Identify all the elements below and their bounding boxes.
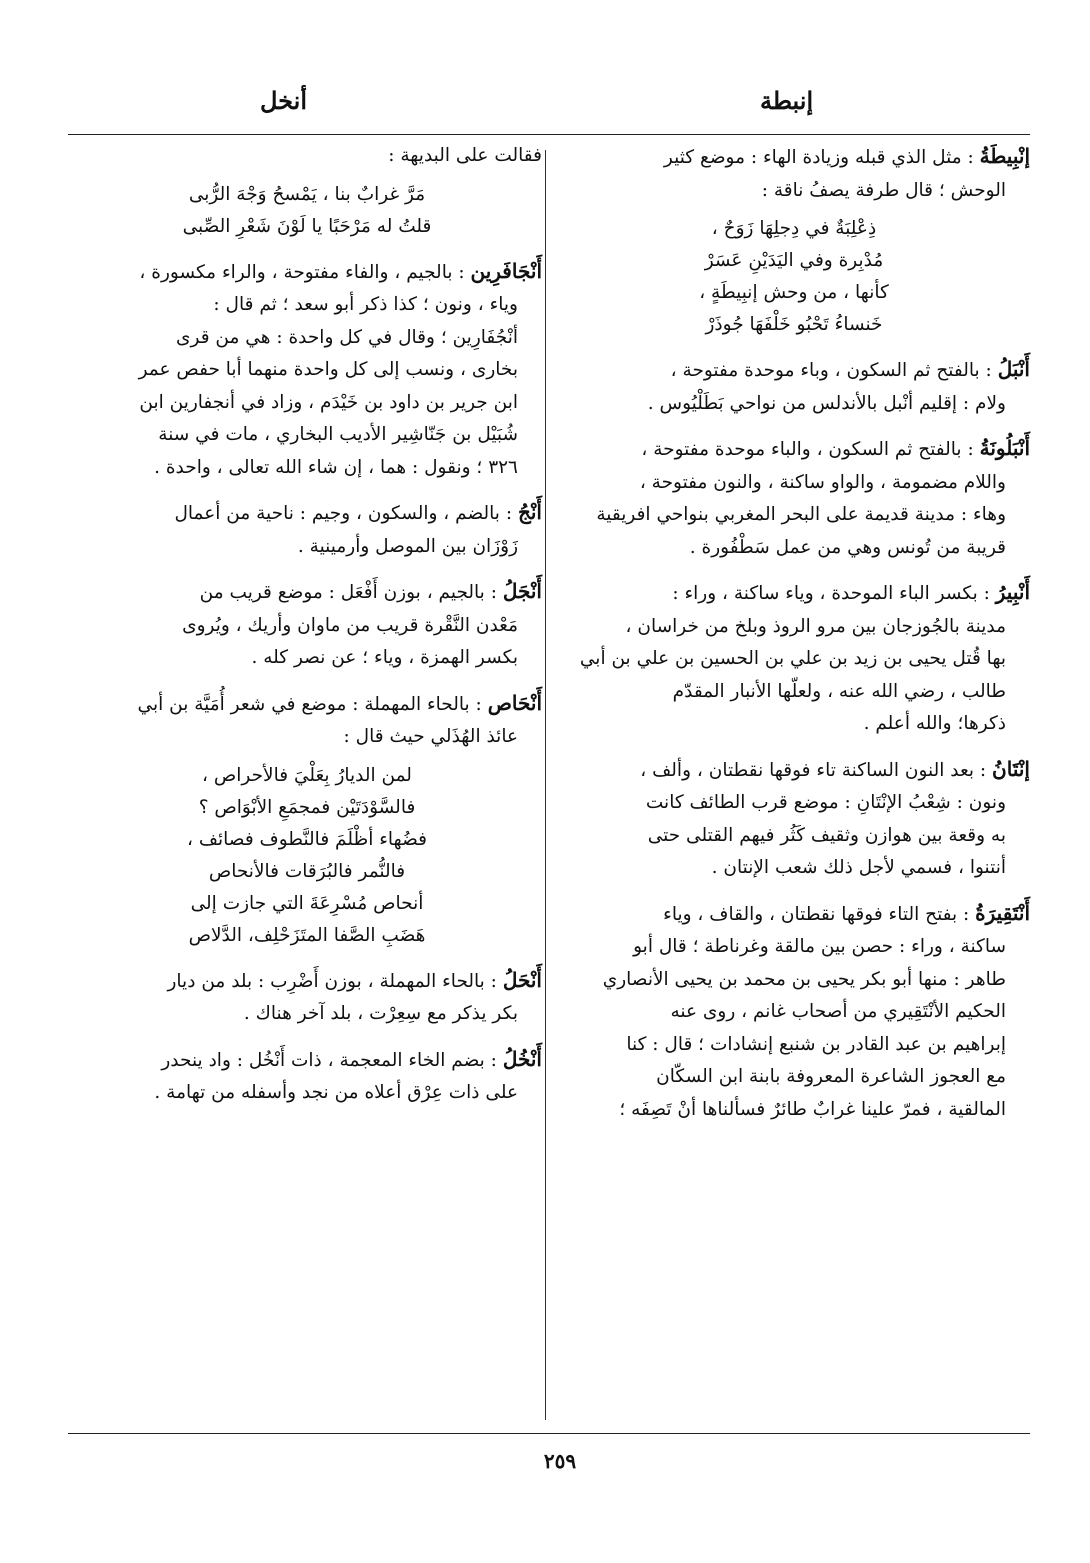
- header-rule: [68, 134, 1030, 135]
- entry-text: طالب ، رضي الله عنه ، ولعلّها الأنبار المقدّم: [672, 680, 1006, 702]
- dictionary-entry: [72, 496, 542, 563]
- entry-text: مَعْدن النَّقْرة قريب من ماوان وأريك ، ويُروى: [182, 614, 518, 636]
- entry-term: أَنْجُ: [517, 500, 542, 524]
- entry-text: قريبة من تُونس وهي من عمل سَطْفُورة .: [689, 536, 1006, 558]
- entry-text: فقالت على البديهة :: [388, 145, 542, 166]
- entry-term: أَنْحَاص: [487, 690, 542, 715]
- entry-text: وهاء : مدينة قديمة على البحر المغربي بنواحي افريقية: [596, 504, 1006, 525]
- verse-line: خَنساءُ تَحْبُو خَلْفَهَا جُوذَرْ: [705, 314, 883, 335]
- entry-line: [72, 1077, 542, 1110]
- entry-line: [72, 419, 542, 452]
- entry-line: [72, 642, 542, 675]
- dictionary-entry: [558, 753, 1030, 885]
- entry-text: بكر يذكر مع سِعِرْت ، بلد آخر هناك .: [243, 1003, 518, 1024]
- entry-text: بخارى ، ونسب إلى كل واحدة منهما أبا حفص عمر: [138, 359, 518, 380]
- entry-text: على ذات عِرْق أعلاه من نجد وأسفله من تهامة .: [154, 1082, 518, 1103]
- entry-line: [72, 964, 542, 999]
- verse-line: ذِعْلِبَةٌ في دِجلِهَا زَوَحٌ ،: [711, 218, 877, 239]
- verse-line: فالنُّمر فالبُرَقات فالأنحاص: [208, 860, 406, 882]
- entry-line: [72, 1043, 542, 1078]
- entry-text: مدينة بالجُوزجان بين مرو الروذ وبلخ من خراسان ،: [625, 615, 1006, 637]
- entry-line: [558, 532, 1030, 565]
- entry-line: [558, 753, 1030, 788]
- entry-text: زَوْزَان بين الموصل وأرمينية .: [297, 535, 518, 557]
- entry-line: [558, 643, 1030, 676]
- entry-line: [558, 499, 1030, 532]
- dictionary-entry: [72, 687, 542, 952]
- entry-text: واللام مضمومة ، والواو ساكنة ، والنون مفتوحة ،: [639, 471, 1006, 493]
- entry-text: المالقية ، فمرّ علينا غرابٌ طائرٌ فسألناها أنْ تَصِفَه ؛: [619, 1098, 1006, 1120]
- verse-line: أنحاص مُسْرِعَةَ التي جازت إلى: [190, 892, 424, 914]
- entry-text: ونون : شِعْبُ الإنْتَانِ : موضع قرب الطائف كانت: [645, 792, 1006, 813]
- entry-text: ولام : إقليم أنْبل بالأندلس من نواحي بَطَلْيُوس .: [647, 392, 1006, 414]
- entry-line: [72, 289, 542, 322]
- dictionary-entry: [558, 432, 1030, 564]
- entry-text: : بالجيم ، بوزن أَفْعَل : موضع قريب من: [199, 582, 497, 603]
- entry-text: ذكرها؛ والله أعلم .: [863, 713, 1006, 734]
- entry-text: به وقعة بين هوازن وثقيف كَثُر فيهم القتلى حتى: [647, 824, 1006, 846]
- entry-term: أَنْخُلُ: [502, 1046, 542, 1071]
- running-head-right: إنبطة: [760, 86, 814, 115]
- entry-line: [72, 610, 542, 643]
- entry-line: [558, 676, 1030, 709]
- entry-line: [558, 140, 1030, 175]
- entry-term: إنْبِيطَةُ: [979, 144, 1030, 168]
- entry-line: [558, 1094, 1030, 1127]
- entry-term: أَنْبَلُ: [997, 357, 1030, 381]
- left-column: [72, 140, 542, 1122]
- entry-text: : بالحاء المهملة : موضع في شعر أُمَيَّة بن أبي: [137, 693, 482, 715]
- entry-line: [558, 820, 1030, 853]
- entry-line: [72, 387, 542, 420]
- entry-line: [558, 467, 1030, 500]
- verse-line: مُدْبِرة وفي اليَدَيْنِ عَسَرْ: [704, 250, 884, 271]
- entry-line: [72, 721, 542, 754]
- entry-line: [558, 897, 1030, 932]
- entry-line: [558, 175, 1030, 208]
- running-head-left: أنخل: [260, 86, 308, 115]
- entry-line: [72, 575, 542, 610]
- entry-text: إبراهيم بن عبد القادر بن شنبع إنشادات ؛ قال : كنا: [626, 1033, 1006, 1055]
- column-divider: [545, 150, 546, 1420]
- entry-line: [72, 354, 542, 387]
- entry-term: أَنْبَلُونَةُ: [979, 436, 1030, 460]
- entry-text: ابن جرير بن داود بن خَيْدَم ، وزاد في أنجفارين ابن: [139, 391, 518, 413]
- entry-text: الوحش ؛ قال طرفة يصفُ ناقة :: [761, 179, 1006, 201]
- verse-line: هَضَبِ الصَّفا المتَزَحْلِف، الدَّلاص: [188, 924, 426, 946]
- entry-line: [558, 1061, 1030, 1094]
- dictionary-entry: [558, 140, 1030, 341]
- entry-line: [558, 996, 1030, 1029]
- right-column: [558, 140, 1030, 1138]
- entry-text: : بالفتح ثم السكون ، وباء موحدة مفتوحة ،: [670, 360, 992, 381]
- verse-line: فالسَّوْدَتَيْن فمجمَعِ الأبْوَاص ؟: [198, 796, 416, 818]
- entry-text: : بفتح التاء فوقها نقطتان ، والقاف ، وياء: [663, 903, 970, 925]
- dictionary-entry: [558, 576, 1030, 741]
- entry-text: شُبَيْل بن جَنّاشِير الأديب البخاري ، مات في سنة: [158, 424, 518, 445]
- entry-text: بها قُتل يحيى بن زيد بن علي بن الحسين بن علي بن أبي: [579, 648, 1006, 669]
- verse-block: [72, 760, 542, 952]
- dictionary-entry: [72, 964, 542, 1031]
- entry-text: مع العجوز الشاعرة المعروفة بابنة ابن السكّان: [656, 1066, 1006, 1087]
- entry-text: : بعد النون الساكنة تاء فوقها نقطتان ، وألف ،: [640, 759, 987, 781]
- entry-line: [558, 611, 1030, 644]
- entry-text: بكسر الهمزة ، وياء ؛ عن نصر كله .: [251, 647, 518, 668]
- entry-line: [72, 998, 542, 1031]
- entry-text: ٣٢٦ ؛ ونقول : هما ، إن شاء الله تعالى ، واحدة .: [154, 456, 518, 478]
- entry-text: : مثل الذي قبله وزيادة الهاء : موضع كثير: [663, 147, 974, 168]
- verse-line: فضُهاء أظْلَمَ فالنَّطوف فصائف ،: [187, 828, 427, 850]
- entry-line: [558, 388, 1030, 421]
- dictionary-entry: [72, 140, 542, 243]
- verse-line: كأنها ، من وحش إنبِيطَةٍ ،: [699, 282, 889, 303]
- entry-text: : بكسر الباء الموحدة ، وياء ساكنة ، وراء :: [672, 583, 990, 604]
- entry-text: : بالحاء المهملة ، بوزن أَضْرِب : بلد من ديار: [167, 970, 497, 992]
- entry-text: أنتنوا ، فسمي لأجل ذلك شعب الإنتان .: [711, 857, 1006, 878]
- entry-line: [72, 322, 542, 355]
- entry-line: [72, 140, 542, 173]
- entry-term: أَنْتَقِيرَةُ: [975, 900, 1030, 925]
- entry-text: الحكيم الأنْتَقِيري من أصحاب غانم ، روى عنه: [670, 1001, 1006, 1022]
- entry-line: [558, 964, 1030, 997]
- dictionary-entry: [72, 575, 542, 675]
- entry-term: أَنْجَافَرِين: [470, 258, 542, 283]
- entry-line: [558, 353, 1030, 388]
- verse-line: مَرَّ غرابٌ بنا ، يَمْسحُ وَجْهَ الرُّبى: [188, 183, 426, 205]
- entry-line: [558, 432, 1030, 467]
- entry-text: : بضم الخاء المعجمة ، ذات أَنْخُل : واد ينحدر: [161, 1049, 497, 1071]
- dictionary-entry: [558, 897, 1030, 1127]
- entry-term: أَنْحَلُ: [502, 967, 542, 992]
- verse-line: لمن الديارُ بِعَلْيَ فالأحراص ،: [202, 764, 412, 786]
- verse-line: قلتُ له مَرْحَبًا يا لَوْنَ شَعْرِ الصِّبى: [182, 215, 432, 237]
- dictionary-entry: [558, 353, 1030, 420]
- entry-line: [558, 931, 1030, 964]
- entry-text: عائذ الهُذَلي حيث قال :: [343, 726, 518, 747]
- entry-text: أنْجُفَارِين ؛ وقال في كل واحدة : هي من قرى: [176, 326, 518, 348]
- entry-text: وياء ، ونون ؛ كذا ذكر أبو سعد ؛ ثم قال :: [213, 294, 518, 315]
- entry-line: [558, 1029, 1030, 1062]
- entry-text: ساكنة ، وراء : حصن بين مالقة وغرناطة ؛ قال أبو: [633, 936, 1006, 957]
- entry-line: [72, 531, 542, 564]
- entry-line: [558, 852, 1030, 885]
- verse-block: [558, 213, 1030, 341]
- entry-text: : بالجيم ، والفاء مفتوحة ، والراء مكسورة ،: [139, 261, 465, 283]
- entry-line: [72, 687, 542, 722]
- entry-line: [72, 255, 542, 290]
- dictionary-entry: [72, 1043, 542, 1110]
- footer-rule: [68, 1433, 1030, 1434]
- dictionary-entry: [72, 255, 542, 485]
- entry-line: [558, 787, 1030, 820]
- entry-term: إنْتَانُ: [992, 756, 1030, 781]
- entry-line: [558, 708, 1030, 741]
- entry-term: أَنْجَلُ: [502, 579, 542, 603]
- entry-text: : بالضم ، والسكون ، وجيم : ناحية من أعمال: [174, 503, 513, 524]
- page-number: ٢٥٩: [543, 1449, 577, 1473]
- entry-term: أَنْبِيرُ: [995, 580, 1030, 604]
- entry-text: : بالفتح ثم السكون ، والباء موحدة مفتوحة ،: [641, 439, 974, 460]
- entry-line: [72, 496, 542, 531]
- entry-text: طاهر : منها أبو بكر يحيى بن محمد بن يحيى الأنصاري: [602, 968, 1006, 990]
- entry-line: [558, 576, 1030, 611]
- entry-line: [72, 452, 542, 485]
- verse-block: [72, 179, 542, 243]
